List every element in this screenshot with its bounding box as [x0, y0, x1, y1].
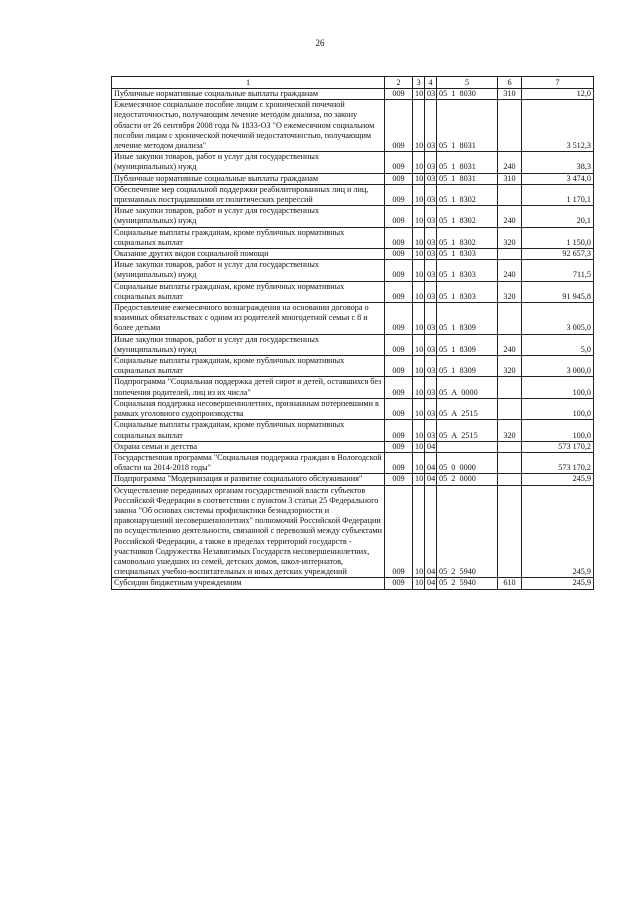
col-header-sum: 7 [522, 77, 594, 89]
cell-section: 10 [413, 260, 425, 281]
cell-sum: 245,9 [522, 485, 594, 578]
cell-name: Государственная программа "Социальная поддержка граждан в Вологодской области на 2014-2018 годы" [112, 452, 385, 473]
cell-admin-code: 009 [385, 398, 413, 419]
cell-name: Социальная поддержка несовершеннолетних, признанным потерпевшими в рамках уголовного судопроизводства [112, 398, 385, 419]
table-row [112, 441, 594, 452]
cell-sum: 711,5 [522, 260, 594, 281]
cell-name: Иные закупки товаров, работ и услуг для государственных (муниципальных) нужд [112, 206, 385, 227]
cell-admin-code: 009 [385, 184, 413, 205]
cell-admin-code: 009 [385, 206, 413, 227]
cell-target-code: 05 1 8031 [437, 100, 498, 152]
cell-sum: 573 170,2 [522, 441, 594, 452]
cell-admin-code: 009 [385, 249, 413, 260]
cell-section: 10 [413, 227, 425, 248]
cell-expense-type [498, 398, 522, 419]
cell-subsection: 03 [425, 281, 437, 302]
col-header-section: 3 [413, 77, 425, 89]
cell-target-code: 05 1 8302 [437, 184, 498, 205]
cell-section: 10 [413, 485, 425, 578]
cell-target-code: 05 0 0000 [437, 452, 498, 473]
cell-target-code: 05 1 8302 [437, 227, 498, 248]
cell-target-code [437, 441, 498, 452]
table-row [112, 578, 594, 589]
cell-target-code: 05 А 2515 [437, 398, 498, 419]
cell-expense-type: 240 [498, 260, 522, 281]
cell-admin-code: 009 [385, 334, 413, 355]
cell-section: 10 [413, 474, 425, 485]
cell-sum: 3 005,0 [522, 303, 594, 335]
cell-section: 10 [413, 249, 425, 260]
cell-sum: 245,9 [522, 474, 594, 485]
cell-target-code: 05 А 0000 [437, 377, 498, 398]
table-row [112, 227, 594, 248]
cell-subsection: 03 [425, 152, 437, 173]
page-number: 26 [315, 38, 325, 48]
cell-target-code: 05 2 5940 [437, 485, 498, 578]
budget-table [111, 76, 594, 590]
cell-expense-type [498, 452, 522, 473]
cell-expense-type: 240 [498, 334, 522, 355]
cell-name: Иные закупки товаров, работ и услуг для государственных (муниципальных) нужд [112, 260, 385, 281]
cell-section: 10 [413, 398, 425, 419]
cell-admin-code: 009 [385, 485, 413, 578]
header-row [112, 77, 594, 89]
cell-subsection: 03 [425, 334, 437, 355]
col-header-name: 1 [112, 77, 385, 89]
cell-expense-type [498, 377, 522, 398]
cell-sum: 12,0 [522, 89, 594, 100]
cell-expense-type [498, 303, 522, 335]
cell-target-code: 05 1 8303 [437, 281, 498, 302]
cell-admin-code: 009 [385, 89, 413, 100]
cell-section: 10 [413, 206, 425, 227]
cell-name: Обеспечение мер социальной поддержки реабилитированных лиц и лиц, признанных пострадавшими от политических репрессий [112, 184, 385, 205]
col-header-target: 5 [437, 77, 498, 89]
table-row [112, 173, 594, 184]
cell-admin-code: 009 [385, 227, 413, 248]
table-row [112, 303, 594, 335]
cell-target-code: 05 1 8031 [437, 152, 498, 173]
table-body [112, 89, 594, 590]
cell-sum: 38,3 [522, 152, 594, 173]
cell-expense-type: 320 [498, 281, 522, 302]
table-row [112, 184, 594, 205]
col-header-type: 6 [498, 77, 522, 89]
cell-name: Охрана семьи и детства [112, 441, 385, 452]
cell-name: Ежемесячное социальное пособие лицам с хронической почечной недостаточностью, получающим лечение методом диализа, по закону области от 26 сентября 2008 года № 1833-ОЗ "О ежемесячном социальном пособии лицам с хронической почечной недостаточностью, получающим лечение методом диализа" [112, 100, 385, 152]
cell-admin-code: 009 [385, 420, 413, 441]
cell-name: Подпрограмма "Модернизация и развитие социального обслуживания" [112, 474, 385, 485]
cell-section: 10 [413, 420, 425, 441]
cell-expense-type [498, 184, 522, 205]
cell-admin-code: 009 [385, 377, 413, 398]
cell-subsection: 03 [425, 356, 437, 377]
cell-target-code: 05 А 2515 [437, 420, 498, 441]
cell-sum: 100,0 [522, 420, 594, 441]
cell-name: Предоставление ежемесячного вознаграждения на основании договора о взаимных обязательствах с одним из родителей многодетной семьи с 8 и более детьми [112, 303, 385, 335]
cell-name: Субсидии бюджетным учреждениям [112, 578, 385, 589]
table-row [112, 420, 594, 441]
col-header-subsection: 4 [425, 77, 437, 89]
cell-admin-code: 009 [385, 441, 413, 452]
table-row [112, 398, 594, 419]
cell-sum: 3 474,0 [522, 173, 594, 184]
cell-target-code: 05 1 8303 [437, 249, 498, 260]
cell-name: Социальные выплаты гражданам, кроме публичных нормативных социальных выплат [112, 356, 385, 377]
cell-subsection: 03 [425, 206, 437, 227]
cell-target-code: 05 1 8303 [437, 260, 498, 281]
cell-subsection: 03 [425, 227, 437, 248]
cell-admin-code: 009 [385, 356, 413, 377]
cell-expense-type [498, 441, 522, 452]
cell-subsection: 04 [425, 474, 437, 485]
cell-subsection: 04 [425, 441, 437, 452]
cell-expense-type: 310 [498, 89, 522, 100]
cell-sum: 92 657,3 [522, 249, 594, 260]
cell-expense-type [498, 100, 522, 152]
cell-sum: 91 945,8 [522, 281, 594, 302]
cell-subsection: 04 [425, 452, 437, 473]
cell-name: Подпрограмма "Социальная поддержка детей сирот и детей, оставшихся без попечения родителей, лиц из их числа" [112, 377, 385, 398]
cell-subsection: 04 [425, 578, 437, 589]
cell-section: 10 [413, 356, 425, 377]
cell-admin-code: 009 [385, 578, 413, 589]
table-row [112, 377, 594, 398]
cell-section: 10 [413, 184, 425, 205]
table-row [112, 334, 594, 355]
cell-expense-type: 320 [498, 356, 522, 377]
cell-expense-type: 320 [498, 227, 522, 248]
table-row [112, 281, 594, 302]
cell-sum: 573 170,2 [522, 452, 594, 473]
cell-sum: 5,0 [522, 334, 594, 355]
cell-section: 10 [413, 377, 425, 398]
col-header-adm: 2 [385, 77, 413, 89]
cell-subsection: 03 [425, 249, 437, 260]
cell-name: Публичные нормативные социальные выплаты гражданам [112, 173, 385, 184]
cell-target-code: 05 1 8030 [437, 89, 498, 100]
cell-admin-code: 009 [385, 281, 413, 302]
cell-name: Иные закупки товаров, работ и услуг для государственных (муниципальных) нужд [112, 152, 385, 173]
cell-sum: 1 150,0 [522, 227, 594, 248]
cell-expense-type [498, 485, 522, 578]
cell-name: Социальные выплаты гражданам, кроме публичных нормативных социальных выплат [112, 227, 385, 248]
table-row [112, 452, 594, 473]
table-row [112, 152, 594, 173]
table-row [112, 100, 594, 152]
table-row [112, 356, 594, 377]
cell-subsection: 04 [425, 485, 437, 578]
cell-expense-type: 610 [498, 578, 522, 589]
cell-expense-type: 240 [498, 152, 522, 173]
cell-subsection: 03 [425, 100, 437, 152]
cell-expense-type: 310 [498, 173, 522, 184]
cell-expense-type: 320 [498, 420, 522, 441]
cell-subsection: 03 [425, 398, 437, 419]
cell-section: 10 [413, 100, 425, 152]
cell-target-code: 05 1 8302 [437, 206, 498, 227]
cell-name: Иные закупки товаров, работ и услуг для государственных (муниципальных) нужд [112, 334, 385, 355]
cell-section: 10 [413, 578, 425, 589]
cell-admin-code: 009 [385, 152, 413, 173]
cell-section: 10 [413, 173, 425, 184]
cell-section: 10 [413, 89, 425, 100]
table-row [112, 206, 594, 227]
cell-section: 10 [413, 303, 425, 335]
cell-expense-type [498, 249, 522, 260]
table-row [112, 260, 594, 281]
cell-sum: 1 170,1 [522, 184, 594, 205]
cell-sum: 3 000,0 [522, 356, 594, 377]
cell-name: Социальные выплаты гражданам, кроме публичных нормативных социальных выплат [112, 420, 385, 441]
cell-admin-code: 009 [385, 100, 413, 152]
cell-subsection: 03 [425, 303, 437, 335]
cell-subsection: 03 [425, 89, 437, 100]
cell-admin-code: 009 [385, 303, 413, 335]
cell-subsection: 03 [425, 173, 437, 184]
cell-target-code: 05 1 8031 [437, 173, 498, 184]
cell-sum: 100,0 [522, 377, 594, 398]
cell-name: Осуществление переданных органам государственной власти субъектов Российской Федерации в соответствии с пунктом 3 статьи 25 Федерального закона "Об основах системы профилактики безнадзорности и правонарушений несовершеннолетних" полномочий Российской Федерации по осуществлению деятельности, связанной с перевозкой между субъектами Российской Федерации, а также в пределах территорий государств - участников Содружества Независимых Государств несовершеннолетних, самовольно ушедших из семей, детских домов, школ-интернатов, специальных учебно-воспитательных и иных детских учреждений [112, 485, 385, 578]
cell-sum: 245,9 [522, 578, 594, 589]
table-row [112, 89, 594, 100]
cell-target-code: 05 1 8309 [437, 334, 498, 355]
cell-subsection: 03 [425, 260, 437, 281]
cell-section: 10 [413, 281, 425, 302]
cell-subsection: 03 [425, 184, 437, 205]
cell-expense-type [498, 474, 522, 485]
cell-admin-code: 009 [385, 474, 413, 485]
cell-name: Социальные выплаты гражданам, кроме публичных нормативных социальных выплат [112, 281, 385, 302]
cell-target-code: 05 1 8309 [437, 303, 498, 335]
cell-name: Публичные нормативные социальные выплаты гражданам [112, 89, 385, 100]
cell-section: 10 [413, 152, 425, 173]
cell-sum: 20,1 [522, 206, 594, 227]
cell-admin-code: 009 [385, 173, 413, 184]
cell-section: 10 [413, 452, 425, 473]
cell-subsection: 03 [425, 377, 437, 398]
table-row [112, 474, 594, 485]
cell-target-code: 05 2 0000 [437, 474, 498, 485]
cell-admin-code: 009 [385, 452, 413, 473]
cell-target-code: 05 2 5940 [437, 578, 498, 589]
table-row [112, 485, 594, 578]
cell-target-code: 05 1 8309 [437, 356, 498, 377]
cell-sum: 3 512,3 [522, 100, 594, 152]
cell-subsection: 03 [425, 420, 437, 441]
table-row [112, 249, 594, 260]
cell-sum: 100,0 [522, 398, 594, 419]
cell-section: 10 [413, 441, 425, 452]
cell-expense-type: 240 [498, 206, 522, 227]
cell-section: 10 [413, 334, 425, 355]
cell-admin-code: 009 [385, 260, 413, 281]
cell-name: Оказание других видов социальной помощи [112, 249, 385, 260]
